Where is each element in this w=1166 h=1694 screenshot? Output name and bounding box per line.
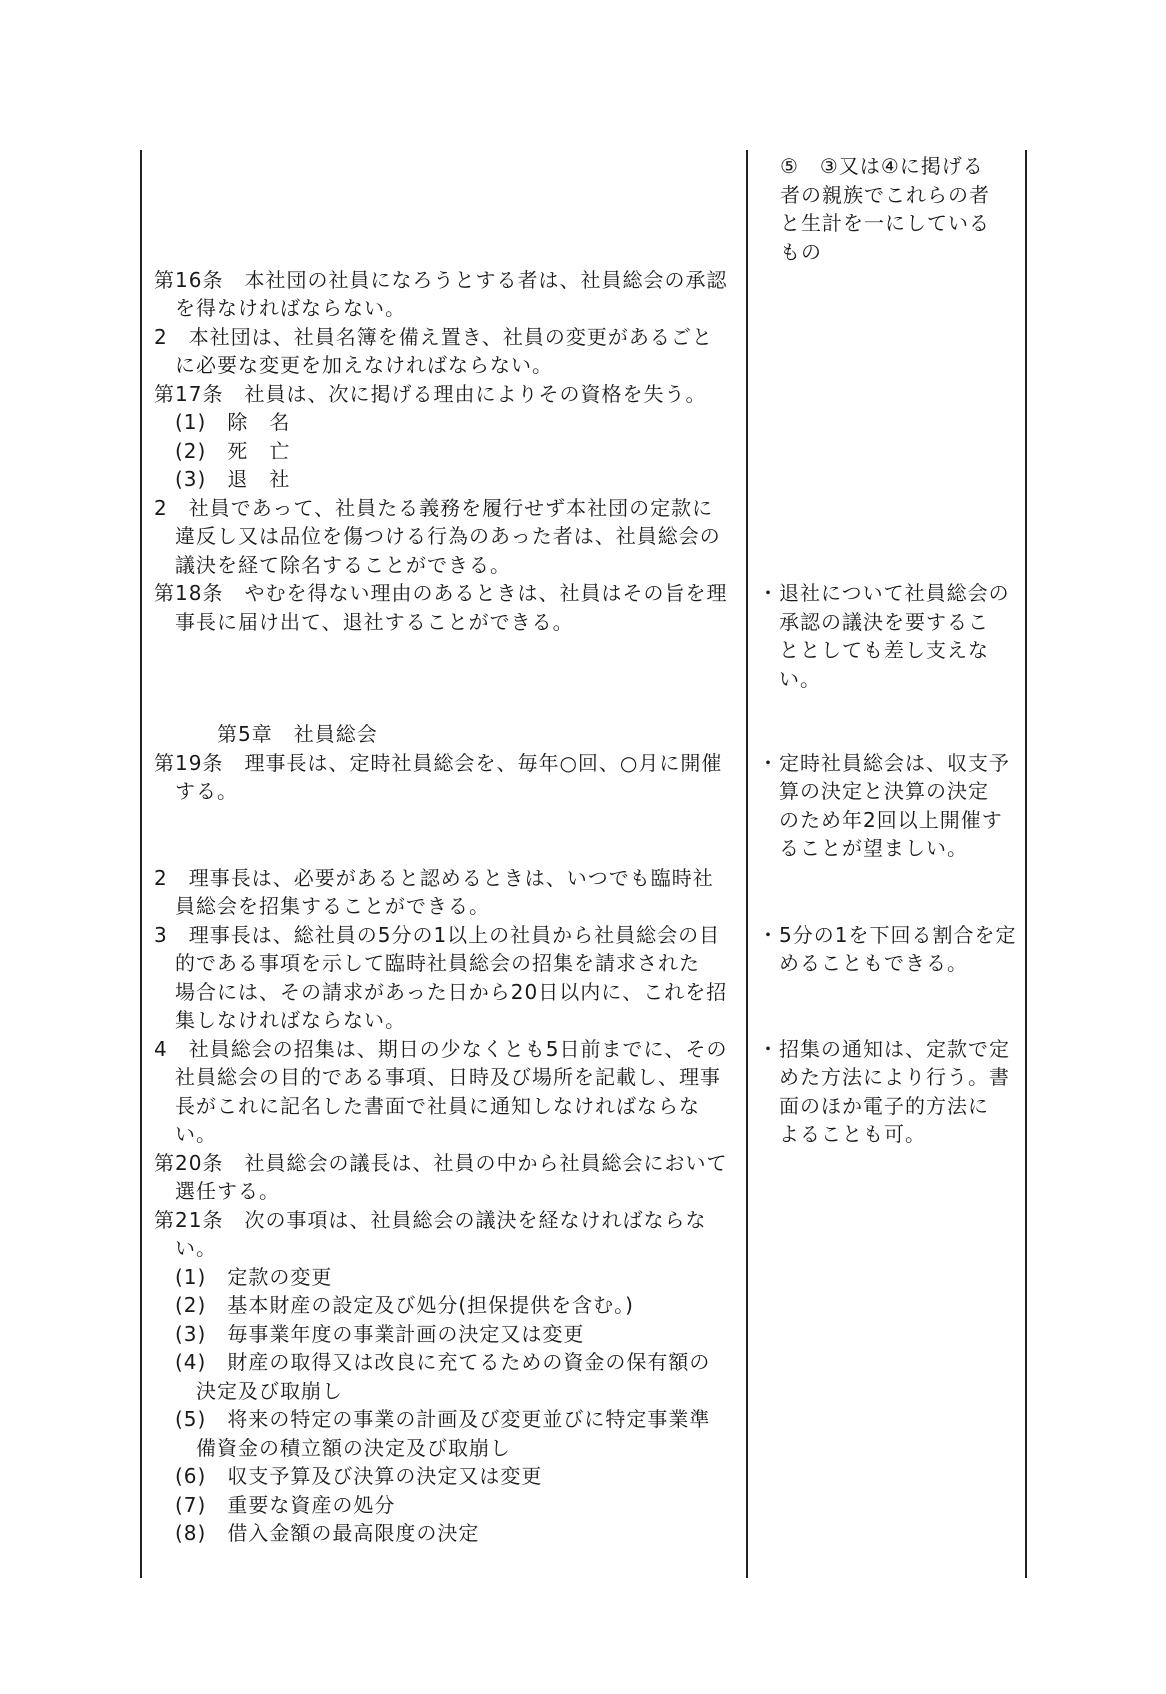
art19-p3-line3: 場合には、その請求があった日から20日以内に、これを招	[154, 980, 728, 1004]
art17-item2: (2) 死 亡	[154, 439, 291, 463]
art17-p2-line2: 違反し又は品位を傷つける行為のあった者は、社員総会の	[154, 524, 721, 548]
left-border	[140, 150, 142, 1578]
art19-p3-line2: 的である事項を示して臨時社員総会の招集を請求された	[154, 951, 700, 975]
art19-p3-line1: 3 理事長は、総社員の5分の1以上の社員から社員総会の目	[154, 923, 721, 947]
art17-line1: 第17条 社員は、次に掲げる理由によりその資格を失う。	[154, 382, 707, 406]
art19-p3-line4: 集しなければならない。	[154, 1008, 406, 1032]
art21-line1: 第21条 次の事項は、社員総会の議決を経なければならな	[154, 1208, 707, 1232]
art18-line1: 第18条 やむを得ない理由のあるときは、社員はその旨を理	[154, 581, 728, 605]
art21-item5-line2: 備資金の積立額の決定及び取崩し	[154, 1436, 511, 1460]
art21-item3: (3) 毎事業年度の事業計画の決定又は変更	[154, 1322, 585, 1346]
note-withdrawal-line2: 承認の議決を要するこ	[758, 610, 989, 634]
note-notice-line1: ・招集の通知は、定款で定	[758, 1037, 1010, 1061]
note-regular-meeting-line2: 算の決定と決算の決定	[758, 779, 989, 803]
art21-item4-line2: 決定及び取崩し	[154, 1379, 343, 1403]
art17-p2-line3: 議決を経て除名することができる。	[154, 553, 511, 577]
art16-p2-line1: 2 本社団は、社員名簿を備え置き、社員の変更があるごと	[154, 325, 713, 349]
art19-p4-line3: 長がこれに記名した書面で社員に通知しなければならな	[154, 1094, 700, 1118]
note-notice-line4: よることも可。	[758, 1122, 926, 1146]
note-regular-meeting-line1: ・定時社員総会は、収支予	[758, 751, 1010, 775]
note-ratio-line2: めることもできる。	[758, 951, 968, 975]
note-withdrawal-line4: い。	[758, 667, 821, 691]
art21-item6: (6) 収支予算及び決算の決定又は変更	[154, 1464, 543, 1488]
art21-item2: (2) 基本財産の設定及び処分(担保提供を含む。)	[154, 1293, 634, 1317]
note-withdrawal-line3: ととしても差し支えな	[758, 638, 989, 662]
note-notice-line3: 面のほか電子的方法に	[758, 1094, 989, 1118]
art19-p2-line2: 員総会を招集することができる。	[154, 894, 490, 918]
art19-p4-line4: い。	[154, 1122, 217, 1146]
art20-line2: 選任する。	[154, 1179, 280, 1203]
note-ratio-line1: ・5分の1を下回る割合を定	[758, 923, 1017, 947]
note-relatives-line3: と生計を一にしている	[780, 211, 990, 235]
art21-item4-line1: (4) 財産の取得又は改良に充てるための資金の保有額の	[154, 1350, 711, 1374]
column-divider	[746, 150, 748, 1578]
art21-item5-line1: (5) 将来の特定の事業の計画及び変更並びに特定事業準	[154, 1407, 711, 1431]
note-withdrawal-line1: ・退社について社員総会の	[758, 581, 1010, 605]
art21-item1: (1) 定款の変更	[154, 1265, 333, 1289]
art21-line2: い。	[154, 1236, 217, 1260]
note-regular-meeting-line4: ることが望ましい。	[758, 836, 968, 860]
art16-line2: を得なければならない。	[154, 296, 406, 320]
art20-line1: 第20条 社員総会の議長は、社員の中から社員総会において	[154, 1151, 728, 1175]
art21-item7: (7) 重要な資産の処分	[154, 1493, 396, 1517]
art17-item3: (3) 退 社	[154, 467, 291, 491]
art17-item1: (1) 除 名	[154, 410, 291, 434]
note-relatives-line1: ⑤ ③又は④に掲げる	[780, 154, 984, 178]
art19-p2-line1: 2 理事長は、必要があると認めるときは、いつでも臨時社	[154, 866, 714, 890]
note-relatives-line2: 者の親族でこれらの者	[780, 183, 990, 207]
art18-line2: 事長に届け出て、退社することができる。	[154, 610, 574, 634]
art19-line1: 第19条 理事長は、定時社員総会を、毎年○回、○月に開催	[154, 751, 723, 775]
art19-p4-line2: 社員総会の目的である事項、日時及び場所を記載し、理事	[154, 1065, 721, 1089]
chapter5-heading: 第5章 社員総会	[154, 722, 378, 746]
right-border	[1025, 150, 1027, 1578]
art16-line1: 第16条 本社団の社員になろうとする者は、社員総会の承認	[154, 268, 728, 292]
note-regular-meeting-line3: のため年2回以上開催す	[758, 808, 1003, 832]
art19-line2: する。	[154, 779, 238, 803]
art19-p4-line1: 4 社員総会の招集は、期日の少なくとも5日前までに、その	[154, 1037, 728, 1061]
art21-item8: (8) 借入金額の最高限度の決定	[154, 1521, 480, 1545]
note-relatives-line4: もの	[780, 240, 822, 264]
art16-p2-line2: に必要な変更を加えなければならない。	[154, 353, 553, 377]
note-notice-line2: めた方法により行う。書	[758, 1065, 1010, 1089]
art17-p2-line1: 2 社員であって、社員たる義務を履行せず本社団の定款に	[154, 496, 714, 520]
